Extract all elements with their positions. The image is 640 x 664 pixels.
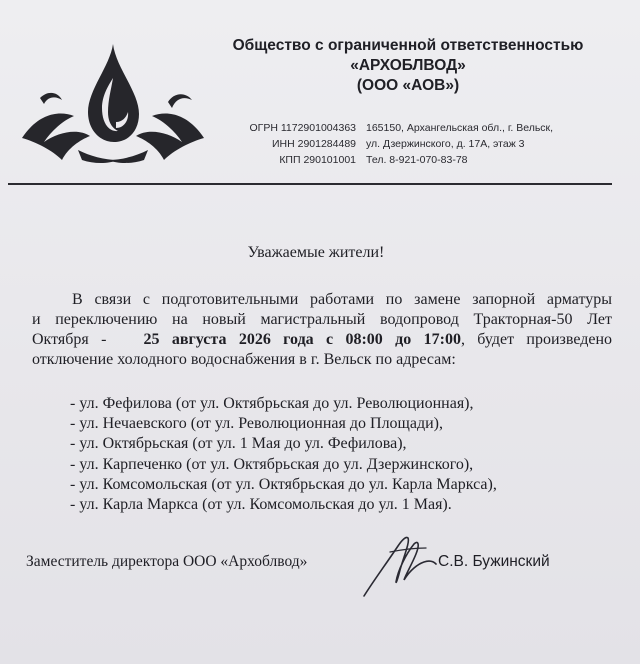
header-divider <box>8 183 612 185</box>
list-item: - ул. Комсомольская (от ул. Октябрьская до ул. Карла Маркса), <box>70 475 497 493</box>
notice-line-3-end: , будет произведено <box>460 331 613 348</box>
company-short-name: (ООО «АОВ») <box>356 77 460 94</box>
signer-title: Заместитель директора ООО «Архоблвод» <box>26 553 308 570</box>
kpp: КПП 290101001 <box>279 154 356 166</box>
inn: ИНН 2901284489 <box>271 138 356 150</box>
phone: Тел. 8-921-070-83-78 <box>366 154 468 166</box>
address-block <box>366 120 606 168</box>
handwritten-signature <box>360 530 440 600</box>
list-item: - ул. Карпеченко (от ул. Октябрьская до ул. Дзержинского), <box>70 455 474 473</box>
street-list <box>70 394 590 515</box>
address-line-1: 165150, Архангельская обл., г. Вельск, <box>366 122 554 134</box>
company-header <box>208 36 608 96</box>
notice-line-2: и переключению на новый магистральный водопровод Тракторная-50 Лет <box>32 311 612 328</box>
water-drop-logo-icon <box>18 38 208 178</box>
signer-name: С.В. Бужинский <box>438 553 550 570</box>
greeting: Уважаемые жители! <box>247 244 385 261</box>
notice-line-1: В связи с подготовительными работами по замене запорной арматуры <box>72 291 612 308</box>
list-item: - ул. Октябрьская (от ул. 1 Мая до ул. Фефилова), <box>70 435 407 453</box>
notice-line-4: отключение холодного водоснабжения в г. Вельск по адресам: <box>32 351 456 368</box>
registration-block <box>228 120 356 168</box>
company-legal-form: Общество с ограниченной ответственностью <box>232 37 584 54</box>
list-item: - ул. Нечаевского (от ул. Революционная до Площади), <box>70 415 443 433</box>
address-line-2: ул. Дзержинского, д. 17А, этаж 3 <box>366 138 525 150</box>
notice-text <box>32 290 612 370</box>
notice-line-3 <box>32 330 612 350</box>
ogrn: ОГРН 1172901004363 <box>249 122 356 134</box>
list-item: - ул. Фефилова (от ул. Октябрьская до ул. Революционная), <box>70 395 474 412</box>
company-name: «АРХОБЛВОД» <box>350 57 466 74</box>
outage-dates: 25 августа 2026 года с 08:00 до 17:00 <box>143 331 461 348</box>
list-item: - ул. Карла Маркса (от ул. Комсомольская до ул. 1 Мая). <box>70 496 452 514</box>
notice-line-3-start: Октября - <box>32 331 107 348</box>
